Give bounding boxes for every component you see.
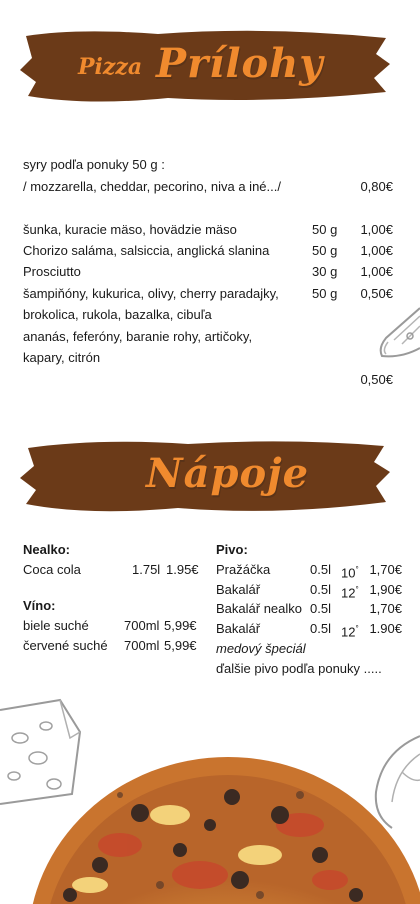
list-item-degree: 12° [341, 624, 359, 640]
header-title: Nápoje [146, 450, 310, 497]
veg-line: kapary, citrón [23, 350, 101, 365]
list-item-weight: 50 g [312, 243, 338, 258]
vino-title: Víno: [23, 598, 56, 613]
list-item-name: biele suché [23, 618, 89, 633]
list-item-name: Coca cola [23, 562, 81, 577]
cheese-line-2: / mozzarella, cheddar, pecorino, niva a iné.../ [23, 179, 281, 194]
list-item-name: Pražáčka [216, 562, 271, 577]
cheese-line-1: syry podľa ponuky 50 g : [23, 157, 165, 172]
header-banner-napoje [18, 436, 390, 516]
list-item-price: 1,90€ [369, 582, 402, 597]
list-item-price: 1,00€ [360, 222, 393, 237]
list-item-price: 5,99€ [164, 638, 197, 653]
list-item-price: 1.90€ [369, 621, 402, 636]
list-item-volume: 0.5l [310, 601, 331, 616]
veg-line: ananás, feferóny, baranie rohy, artičoky, [23, 329, 253, 344]
list-item-volume: 1.75l [132, 562, 161, 577]
list-item-name: červené suché [23, 638, 108, 653]
list-item-volume: 0.5l [310, 621, 331, 636]
pivo-more: ďalšie pivo podľa ponuky ..... [216, 661, 382, 676]
list-item-price: 0,50€ [360, 286, 393, 301]
list-item-name: Chorizo saláma, salsiccia, anglická slanina [23, 243, 270, 258]
list-item-price: 1,00€ [360, 243, 393, 258]
pizza-slice-sketch-icon [372, 302, 420, 364]
nealko-title: Nealko: [23, 542, 70, 557]
list-item-name: Bakalář [216, 582, 261, 597]
list-item-price: 1,00€ [360, 264, 393, 279]
list-item-volume: 0.5l [310, 582, 331, 597]
pivo-title: Pivo: [216, 542, 248, 557]
list-item-name: Bakalář [216, 621, 261, 636]
list-item-volume: 700ml [124, 618, 160, 633]
header-subtitle: Pizza [78, 54, 143, 80]
list-item-volume: 0.5l [310, 562, 331, 577]
list-item-price: 1.95€ [166, 562, 199, 577]
list-item-weight: 50 g [312, 222, 338, 237]
list-item-price: 5,99€ [164, 618, 197, 633]
pizza-photo [0, 755, 420, 904]
veg-price: 0,50€ [360, 372, 393, 387]
list-item-volume: 700ml [124, 638, 160, 653]
pivo-special: medový špeciál [216, 641, 306, 656]
header-title: Prílohy [156, 40, 324, 87]
list-item-name: šampiňóny, kukurica, olivy, cherry paradajky, [23, 286, 279, 301]
list-item-name: šunka, kuracie mäso, hovädzie mäso [23, 222, 237, 237]
list-item-name: Prosciutto [23, 264, 81, 279]
list-item-price: 1,70€ [369, 562, 402, 577]
header-banner-prilohy [18, 26, 390, 106]
list-item-weight: 50 g [312, 286, 338, 301]
cheese-price: 0,80€ [360, 179, 393, 194]
list-item-degree: 10° [341, 565, 359, 581]
veg-line: brokolica, rukola, bazalka, cibuľa [23, 307, 212, 322]
list-item-weight: 30 g [312, 264, 338, 279]
list-item-name: Bakalář nealko [216, 601, 302, 616]
list-item-price: 1,70€ [369, 601, 402, 616]
list-item-degree: 12° [341, 585, 359, 601]
